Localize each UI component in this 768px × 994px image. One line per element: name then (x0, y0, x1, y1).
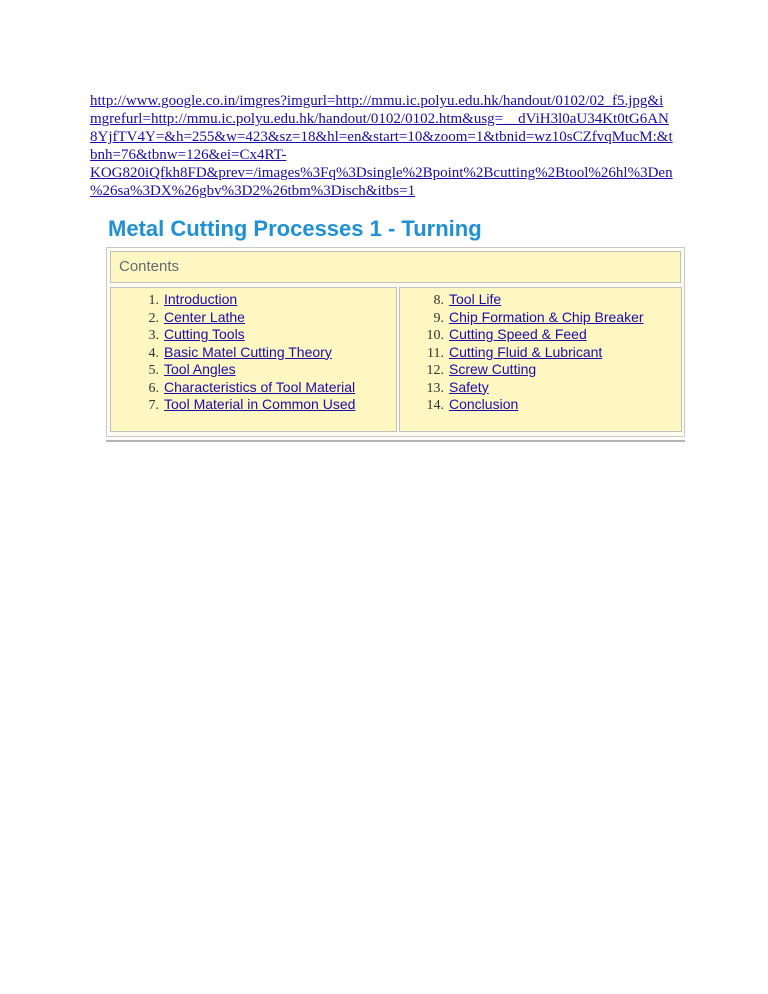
toc-link-cutting-speed-feed[interactable]: Cutting Speed & Feed (449, 326, 587, 342)
toc-column-right (399, 287, 682, 432)
toc-item (421, 309, 644, 327)
toc-item (136, 344, 355, 362)
toc-item-number: 14. (426, 398, 444, 413)
toc-item-number: 3. (148, 328, 159, 343)
toc-link-tool-angles[interactable]: Tool Angles (164, 361, 236, 377)
table-of-contents (106, 247, 685, 437)
toc-item-number: 13. (426, 380, 444, 396)
toc-link-tool-life[interactable]: Tool Life (449, 291, 502, 307)
toc-item (136, 396, 355, 414)
toc-item (421, 291, 644, 309)
toc-item (421, 344, 644, 362)
toc-item (136, 361, 355, 379)
url-line[interactable]: bnh=76&tbnw=126&ei=Cx4RT- (90, 147, 287, 163)
toc-item-number: 5. (148, 363, 159, 378)
toc-link-conclusion[interactable]: Conclusion (449, 396, 519, 412)
toc-item-number: 6. (148, 380, 159, 396)
toc-item (136, 326, 355, 344)
toc-item-number: 10. (426, 328, 444, 343)
toc-link-introduction[interactable]: Introduction (164, 291, 238, 307)
toc-link-center-lathe[interactable]: Center Lathe (164, 308, 245, 325)
toc-item-number: 9. (433, 310, 444, 326)
url-line[interactable]: 8YjfTV4Y=&h=255&w=423&sz=18&hl=en&start=10&zoom=1&tbnid=wz10sCZfvqMucM:&t (90, 129, 673, 145)
toc-item-number: 8. (433, 293, 444, 308)
source-url-link[interactable] (90, 92, 690, 200)
url-line[interactable]: http://www.google.co.in/imgres?imgurl=http://mmu.ic.polyu.edu.hk/handout/0102/02_f5.jpg&i (90, 93, 664, 109)
toc-item (136, 291, 355, 309)
toc-item-number: 7. (148, 398, 159, 413)
toc-item (421, 396, 644, 414)
toc-header (110, 251, 681, 283)
toc-item-number: 4. (148, 345, 159, 361)
toc-item (136, 379, 355, 397)
page-title: Metal Cutting Processes 1 - Turning (108, 216, 482, 241)
toc-item-number: 2. (148, 310, 159, 326)
toc-link-basic-cutting-theory[interactable]: Basic Matel Cutting Theory (164, 343, 332, 360)
horizontal-divider (106, 440, 685, 442)
toc-link-cutting-tools[interactable]: Cutting Tools (164, 326, 245, 342)
toc-item-number: 1. (148, 293, 159, 308)
toc-link-chip-formation[interactable]: Chip Formation & Chip Breaker (449, 308, 644, 325)
toc-item (421, 361, 644, 379)
toc-item-number: 12. (426, 363, 444, 378)
toc-link-safety[interactable]: Safety (449, 378, 489, 395)
source-url-anchor[interactable] (90, 92, 690, 200)
toc-link-cutting-fluid[interactable]: Cutting Fluid & Lubricant (449, 343, 603, 360)
toc-item-number: 11. (427, 345, 444, 361)
toc-link-tool-material-common[interactable]: Tool Material in Common Used (164, 396, 356, 412)
toc-header-label: Contents (119, 258, 180, 275)
toc-item (136, 309, 355, 327)
url-line[interactable]: mgrefurl=http://mmu.ic.polyu.edu.hk/handout/0102/0102.htm&usg=__dViH3l0aU34Kt0tG6AN (90, 111, 669, 127)
toc-link-tool-material-characteristics[interactable]: Characteristics of Tool Material (164, 378, 356, 395)
toc-column-left (110, 287, 397, 432)
url-line[interactable]: %26sa%3DX%26gbv%3D2%26tbm%3Disch&itbs=1 (90, 183, 416, 199)
toc-link-screw-cutting[interactable]: Screw Cutting (449, 361, 537, 377)
toc-item (421, 326, 644, 344)
toc-item (421, 379, 644, 397)
url-line[interactable]: KOG820iQfkh8FD&prev=/images%3Fq%3Dsingle%2Bpoint%2Bcutting%2Btool%26hl%3Den (90, 165, 673, 181)
